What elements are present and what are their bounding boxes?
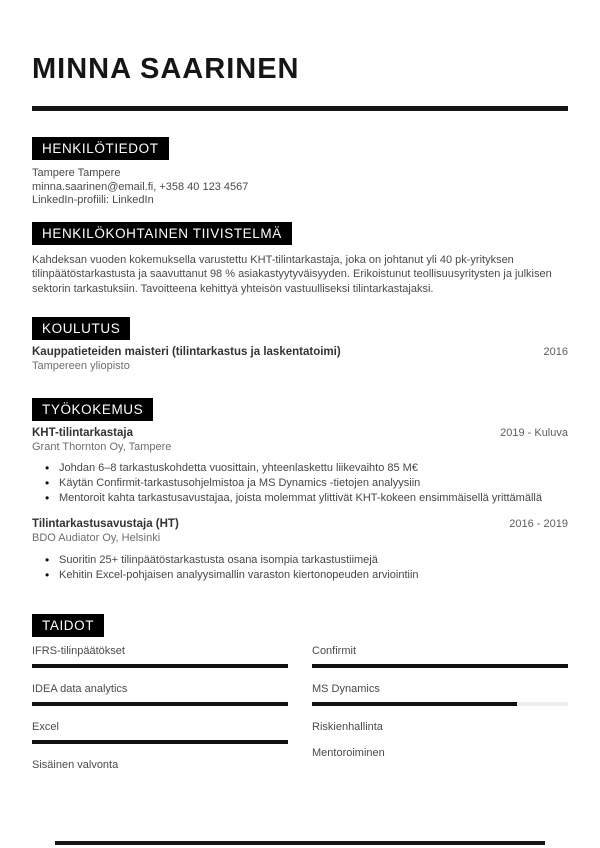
job-entry-main [32, 518, 179, 545]
skill-label: Sisäinen valvonta [32, 759, 119, 772]
skill-item [32, 683, 288, 706]
summary-text: Kahdeksan vuoden kokemuksella varustettu KHT-tilintarkastaja, joka on johtanut yli 40 pk-yrityksen tilinpäätöstarkastusta ja saavuttanut 98 % asiakastyytyväisyyden. Erikoistunut teollisuusyritysten ja julkisen sektorin tarkastuksiin. Tavoitteena kehittyä yhteisön vastuulliseksi tilintarkastajaksi. [32, 253, 552, 295]
skill-label: MS Dynamics [312, 683, 380, 696]
job-bullet-list [32, 461, 568, 507]
job-entry-main [32, 427, 171, 454]
skill-item [32, 721, 288, 744]
section-header-education: KOULUTUS [32, 317, 130, 340]
contact-location: Tampere Tampere [32, 167, 121, 179]
job-bullet: • Kehitin Excel-pohjaisen analyysimallin varaston kiertonopeuden arviointiin [32, 568, 568, 583]
skills-grid [32, 645, 568, 785]
skill-bar [32, 702, 288, 706]
skill-label: Excel [32, 721, 59, 734]
contact-block [32, 167, 568, 208]
degree-title: Kauppatieteiden maisteri (tilintarkastus ja laskentatoimi) [32, 346, 341, 358]
skill-bar [32, 740, 288, 744]
skill-item [312, 683, 568, 706]
skill-bar [312, 702, 568, 706]
job-bullet: • Käytän Confirmit-tarkastusohjelmistoa ja MS Dynamics -tietojen analyysiin [32, 476, 568, 491]
skill-item [312, 645, 568, 668]
skill-label: Confirmit [312, 645, 357, 658]
job-date: 2019 - Kuluva [500, 427, 568, 439]
education-date: 2016 [543, 346, 568, 358]
contact-linkedin: LinkedIn-profiili: LinkedIn [32, 194, 154, 206]
skill-item [312, 721, 568, 734]
section-header-skills: TAIDOT [32, 614, 104, 637]
skill-item [312, 747, 568, 760]
page-title: MINNA SAARINEN [32, 53, 300, 85]
section-header-experience: TYÖKOKEMUS [32, 398, 153, 421]
skill-bar [32, 664, 288, 668]
education-entry-main [32, 346, 341, 373]
job-bullet-list [32, 553, 568, 583]
skills-column-left [32, 645, 288, 785]
job-title: Tilintarkastusavustaja (HT) [32, 517, 179, 530]
job-title: KHT-tilintarkastaja [32, 427, 133, 439]
contact-email-phone: minna.saarinen@email.fi, +358 40 123 4567 [32, 180, 249, 193]
skill-label: IFRS-tilinpäätökset [32, 645, 125, 658]
education-entry [32, 346, 568, 373]
job-entry [32, 427, 568, 454]
skills-column-right [312, 645, 568, 785]
footer-divider [55, 841, 545, 845]
job-entry [32, 518, 568, 545]
skill-label: Mentoroiminen [312, 747, 385, 760]
job-bullet: • Johdan 6–8 tarkastuskohdetta vuosittain, yhteenlaskettu liikevaihto 85 M€ [32, 461, 568, 476]
job-bullet: • Mentoroit kahta tarkastusavustajaa, joista molemmat ylittivät KHT-kokeen ensimmäisellä yrittämällä [32, 491, 568, 506]
skill-label: IDEA data analytics [32, 683, 128, 696]
job-date: 2016 - 2019 [509, 517, 568, 530]
job-company: BDO Audiator Oy, Helsinki [32, 531, 161, 544]
skill-label: Riskienhallinta [312, 721, 383, 734]
skill-bar [312, 664, 568, 668]
section-header-personal: HENKILÖTIEDOT [32, 137, 169, 160]
job-bullet: • Suoritin 25+ tilinpäätöstarkastusta osana isompia tarkastustiimejä [32, 553, 568, 568]
skill-item [32, 759, 288, 772]
job-company: Grant Thornton Oy, Tampere [32, 441, 172, 453]
section-header-summary: HENKILÖKOHTAINEN TIIVISTELMÄ [32, 222, 292, 245]
skill-item [32, 645, 288, 668]
school-name: Tampereen yliopisto [32, 360, 130, 372]
